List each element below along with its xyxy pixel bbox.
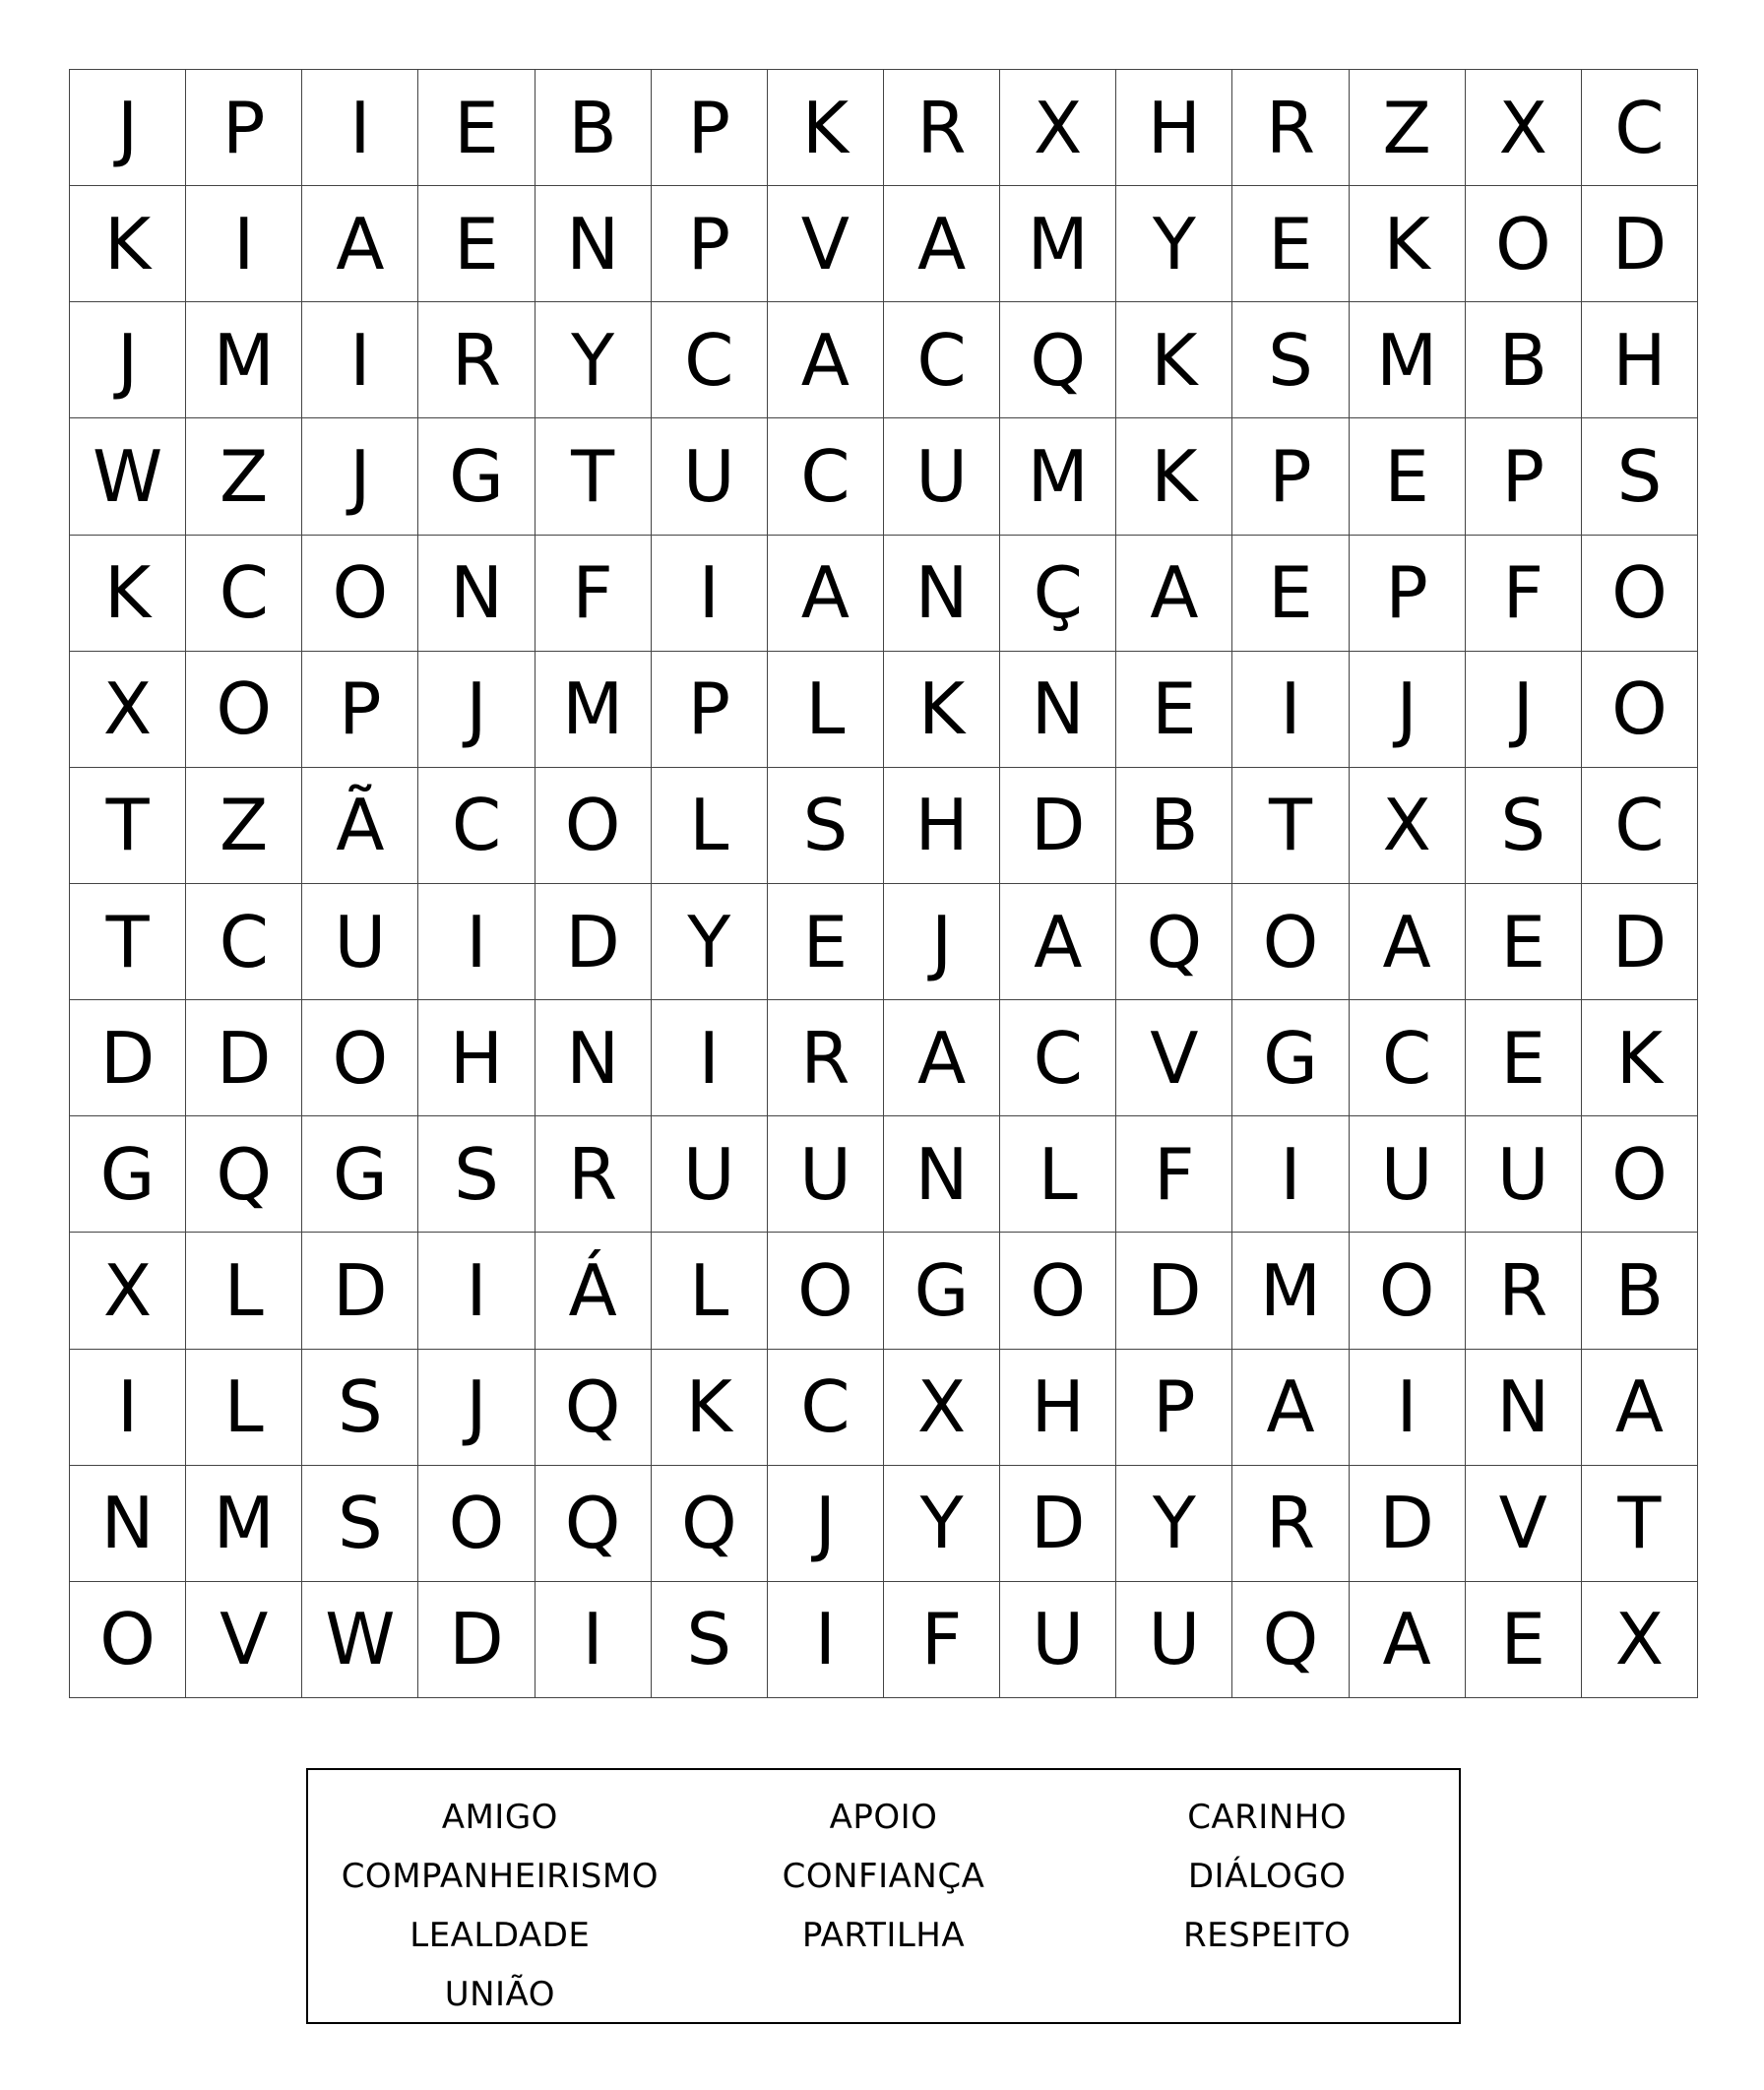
grid-cell[interactable]: C [1000,1000,1116,1116]
grid-cell[interactable]: I [418,884,535,1000]
word-list-item: PARTILHA [801,1916,966,1955]
grid-cell[interactable]: K [1116,302,1232,418]
grid-cell[interactable]: A [1350,884,1466,1000]
grid-cell[interactable]: A [1232,1350,1349,1466]
grid-cell[interactable]: O [1466,186,1582,302]
grid-cell[interactable]: Q [186,1116,302,1233]
grid-cell[interactable]: I [768,1582,884,1698]
grid-cell[interactable]: Q [536,1350,652,1466]
grid-cell[interactable]: V [1466,1466,1582,1582]
grid-cell[interactable]: A [768,536,884,652]
word-list-item: UNIÃO [444,1975,555,2014]
grid-cell[interactable]: N [536,1000,652,1116]
grid-cell[interactable]: B [1582,1233,1698,1349]
grid-cell[interactable]: J [70,302,186,418]
grid-cell[interactable]: D [1116,1233,1232,1349]
grid-cell[interactable]: M [186,1466,302,1582]
grid-cell[interactable]: J [1350,652,1466,768]
grid-cell[interactable]: R [768,1000,884,1116]
grid-cell[interactable]: I [652,536,768,652]
grid-cell[interactable]: Q [1116,884,1232,1000]
grid-cell[interactable]: O [302,536,418,652]
grid-cell[interactable]: A [768,302,884,418]
grid-cell[interactable]: D [418,1582,535,1698]
grid-cell[interactable]: O [1000,1233,1116,1349]
grid-cell[interactable]: X [1582,1582,1698,1698]
grid-cell[interactable]: Q [536,1466,652,1582]
grid-cell[interactable]: C [652,302,768,418]
grid-cell[interactable]: E [418,186,535,302]
grid-cell[interactable]: Y [1116,1466,1232,1582]
grid-cell[interactable]: I [186,186,302,302]
grid-cell[interactable]: K [652,1350,768,1466]
grid-cell[interactable]: T [70,768,186,884]
grid-cell[interactable]: S [768,768,884,884]
grid-cell[interactable]: U [1116,1582,1232,1698]
grid-cell[interactable]: D [186,1000,302,1116]
grid-cell[interactable]: K [70,536,186,652]
grid-cell[interactable]: W [70,418,186,535]
grid-cell[interactable]: M [1350,302,1466,418]
grid-cell[interactable]: X [1000,70,1116,186]
grid-cell[interactable]: W [302,1582,418,1698]
grid-cell[interactable]: V [768,186,884,302]
grid-cell[interactable]: F [1466,536,1582,652]
grid-cell[interactable]: P [1232,418,1349,535]
grid-cell[interactable]: E [1350,418,1466,535]
grid-cell[interactable]: O [536,768,652,884]
grid-cell[interactable]: H [884,768,1000,884]
word-list-item: CONFIANÇA [782,1857,985,1896]
grid-cell[interactable]: U [652,418,768,535]
grid-cell[interactable]: S [1582,418,1698,535]
grid-cell[interactable]: J [302,418,418,535]
grid-cell[interactable]: D [70,1000,186,1116]
grid-cell[interactable]: T [1582,1466,1698,1582]
grid-cell[interactable]: T [536,418,652,535]
grid-cell[interactable]: L [186,1350,302,1466]
grid-cell[interactable]: R [1466,1233,1582,1349]
grid-cell[interactable]: A [884,186,1000,302]
grid-cell[interactable]: I [1232,652,1349,768]
grid-cell[interactable]: L [186,1233,302,1349]
word-list-item: APOIO [829,1798,938,1837]
grid-cell[interactable]: G [1232,1000,1349,1116]
grid-cell[interactable]: P [652,70,768,186]
grid-cell[interactable]: C [186,536,302,652]
grid-cell[interactable]: N [536,186,652,302]
grid-cell[interactable]: J [418,1350,535,1466]
grid-cell[interactable]: Z [186,418,302,535]
grid-cell[interactable]: L [652,768,768,884]
grid-cell[interactable]: Ã [302,768,418,884]
grid-cell[interactable]: K [1350,186,1466,302]
grid-cell[interactable]: P [186,70,302,186]
grid-cell[interactable]: I [418,1233,535,1349]
grid-cell[interactable]: J [418,652,535,768]
grid-cell[interactable]: K [768,70,884,186]
grid-cell[interactable]: C [768,1350,884,1466]
grid-cell[interactable]: C [1582,70,1698,186]
grid-cell[interactable]: P [1466,418,1582,535]
grid-cell[interactable]: G [418,418,535,535]
grid-cell[interactable]: O [1232,884,1349,1000]
word-list-item: CARINHO [1187,1798,1348,1837]
grid-cell[interactable]: S [652,1582,768,1698]
grid-cell[interactable]: S [418,1116,535,1233]
grid-cell[interactable]: I [302,70,418,186]
grid-cell[interactable]: M [536,652,652,768]
grid-cell[interactable]: N [70,1466,186,1582]
grid-cell[interactable]: E [768,884,884,1000]
grid-cell[interactable]: S [1232,302,1349,418]
grid-cell[interactable]: K [70,186,186,302]
grid-cell[interactable]: G [70,1116,186,1233]
grid-cell[interactable]: D [1000,768,1116,884]
grid-cell[interactable]: A [884,1000,1000,1116]
grid-cell[interactable]: X [1350,768,1466,884]
grid-cell[interactable]: L [652,1233,768,1349]
grid-cell[interactable]: O [1350,1233,1466,1349]
grid-cell[interactable]: P [302,652,418,768]
grid-cell[interactable]: D [1582,884,1698,1000]
grid-cell[interactable]: N [1466,1350,1582,1466]
grid-cell[interactable]: U [768,1116,884,1233]
grid-cell[interactable]: P [652,652,768,768]
grid-cell[interactable]: E [1466,884,1582,1000]
grid-cell[interactable]: I [302,302,418,418]
grid-cell[interactable]: X [884,1350,1000,1466]
grid-cell[interactable]: H [1116,70,1232,186]
grid-cell[interactable]: X [1466,70,1582,186]
grid-cell[interactable]: U [1350,1116,1466,1233]
grid-cell[interactable]: B [1466,302,1582,418]
grid-cell[interactable]: E [1232,186,1349,302]
grid-cell[interactable]: D [302,1233,418,1349]
grid-cell[interactable]: Y [536,302,652,418]
grid-cell[interactable]: B [536,70,652,186]
grid-cell[interactable]: U [652,1116,768,1233]
grid-cell[interactable]: I [652,1000,768,1116]
word-search-grid [69,69,1698,1698]
grid-cell[interactable]: U [884,418,1000,535]
grid-cell[interactable]: P [1350,536,1466,652]
grid-cell[interactable]: Y [884,1466,1000,1582]
grid-cell[interactable]: V [1116,1000,1232,1116]
grid-cell[interactable]: P [1116,1350,1232,1466]
grid-cell[interactable]: M [186,302,302,418]
word-list-item: COMPANHEIRISMO [341,1857,659,1896]
grid-cell[interactable]: R [418,302,535,418]
grid-cell[interactable]: Á [536,1233,652,1349]
grid-cell[interactable]: E [1466,1000,1582,1116]
grid-cell[interactable]: A [1350,1582,1466,1698]
grid-cell[interactable]: T [1232,768,1349,884]
grid-cell[interactable]: G [302,1116,418,1233]
grid-cell[interactable]: I [1232,1116,1349,1233]
grid-cell[interactable]: S [302,1466,418,1582]
grid-cell[interactable]: E [1466,1582,1582,1698]
grid-cell[interactable]: C [768,418,884,535]
grid-cell[interactable]: H [1000,1350,1116,1466]
grid-cell[interactable]: N [1000,652,1116,768]
grid-cell[interactable]: O [186,652,302,768]
grid-cell[interactable]: D [1582,186,1698,302]
grid-cell[interactable]: Z [186,768,302,884]
grid-cell[interactable]: D [1000,1466,1116,1582]
grid-cell[interactable]: P [652,186,768,302]
grid-cell[interactable]: D [536,884,652,1000]
word-list-item: DIÁLOGO [1187,1857,1347,1896]
grid-cell[interactable]: A [1116,536,1232,652]
grid-cell[interactable]: A [1582,1350,1698,1466]
grid-cell[interactable]: O [768,1233,884,1349]
word-list-item: RESPEITO [1183,1916,1352,1955]
grid-cell[interactable]: J [1466,652,1582,768]
grid-cell[interactable]: Y [652,884,768,1000]
grid-cell[interactable]: S [302,1350,418,1466]
grid-cell[interactable]: J [884,884,1000,1000]
grid-cell[interactable]: C [884,302,1000,418]
grid-cell[interactable]: M [1232,1233,1349,1349]
grid-cell[interactable]: Y [1116,186,1232,302]
grid-cell[interactable]: T [70,884,186,1000]
grid-cell[interactable]: J [768,1466,884,1582]
grid-cell[interactable]: C [1582,768,1698,884]
grid-cell[interactable]: L [768,652,884,768]
grid-cell[interactable]: S [1466,768,1582,884]
grid-cell[interactable]: G [884,1233,1000,1349]
grid-cell[interactable]: X [70,652,186,768]
grid-cell[interactable]: Z [1350,70,1466,186]
grid-cell[interactable]: R [1232,70,1349,186]
grid-cell[interactable]: N [884,536,1000,652]
grid-cell[interactable]: Q [1000,302,1116,418]
grid-cell[interactable]: Ç [1000,536,1116,652]
grid-cell[interactable]: Q [1232,1582,1349,1698]
grid-cell[interactable]: N [418,536,535,652]
grid-cell[interactable]: R [884,70,1000,186]
grid-cell[interactable]: E [1232,536,1349,652]
word-list-item: AMIGO [441,1798,558,1837]
grid-cell[interactable]: F [536,536,652,652]
grid-cell[interactable]: A [1000,884,1116,1000]
grid-cell[interactable]: R [536,1116,652,1233]
grid-cell[interactable]: I [70,1350,186,1466]
grid-cell[interactable]: O [70,1582,186,1698]
grid-cell[interactable]: U [1466,1116,1582,1233]
grid-cell[interactable]: C [186,884,302,1000]
grid-cell[interactable]: F [884,1582,1000,1698]
grid-cell[interactable]: O [1582,536,1698,652]
grid-cell[interactable]: O [418,1466,535,1582]
grid-cell[interactable]: C [418,768,535,884]
grid-cell[interactable]: A [302,186,418,302]
grid-cell[interactable]: B [1116,768,1232,884]
grid-cell[interactable]: K [1116,418,1232,535]
word-list [308,1788,1459,2024]
grid-cell[interactable]: I [1350,1350,1466,1466]
grid-cell[interactable]: H [418,1000,535,1116]
grid-cell[interactable]: Q [652,1466,768,1582]
grid-cell[interactable]: K [1582,1000,1698,1116]
grid-cell[interactable]: D [1350,1466,1466,1582]
grid-cell[interactable]: O [1582,652,1698,768]
grid-cell[interactable]: E [418,70,535,186]
grid-cell[interactable]: V [186,1582,302,1698]
grid-cell[interactable]: H [1582,302,1698,418]
grid-cell[interactable]: O [1582,1116,1698,1233]
grid-cell[interactable]: F [1116,1116,1232,1233]
grid-cell[interactable]: I [536,1582,652,1698]
grid-cell[interactable]: L [1000,1116,1116,1233]
grid-cell[interactable]: J [70,70,186,186]
grid-cell[interactable]: N [884,1116,1000,1233]
grid-cell[interactable]: C [1350,1000,1466,1116]
grid-cell[interactable]: X [70,1233,186,1349]
grid-cell[interactable]: E [1116,652,1232,768]
grid-cell[interactable]: O [302,1000,418,1116]
grid-cell[interactable]: U [1000,1582,1116,1698]
grid-cell[interactable]: U [302,884,418,1000]
word-list-box [306,1768,1461,2024]
word-list-item: LEALDADE [410,1916,591,1955]
grid-cell[interactable]: M [1000,186,1116,302]
grid-cell[interactable]: K [884,652,1000,768]
grid-cell[interactable]: R [1232,1466,1349,1582]
grid-cell[interactable]: M [1000,418,1116,535]
